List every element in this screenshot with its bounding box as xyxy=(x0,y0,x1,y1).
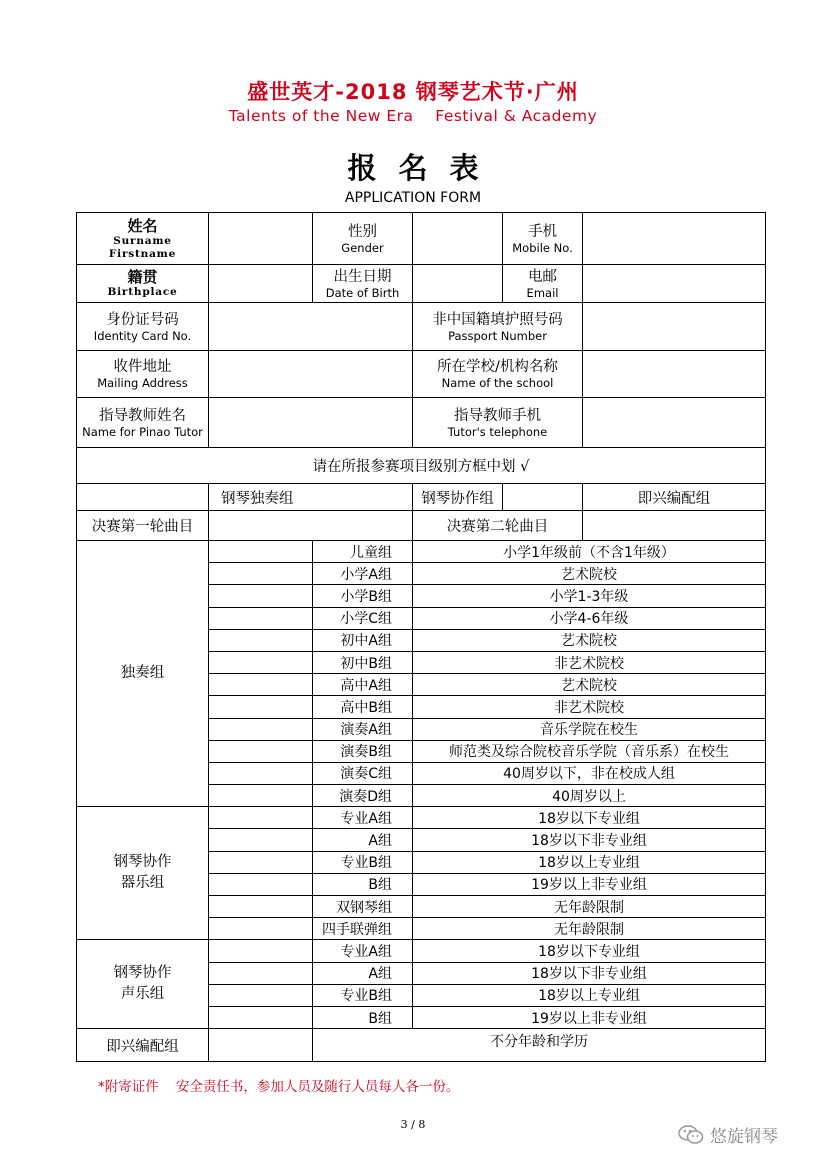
category-checkbox[interactable] xyxy=(209,940,313,962)
category-group-name: 演奏A组 xyxy=(313,718,413,740)
category-group-name: 专业B组 xyxy=(313,984,413,1006)
category-description: 18岁以下专业组 xyxy=(413,940,766,962)
label-dob: 出生日期 Date of Birth xyxy=(313,265,413,303)
wechat-icon xyxy=(678,1124,704,1146)
label-email: 电邮 Email xyxy=(503,265,583,303)
category-description: 40周岁以上 xyxy=(413,785,766,807)
checkbox-solo-group[interactable] xyxy=(77,484,209,511)
category-vocal-label: 钢琴协作 声乐组 xyxy=(77,940,209,1029)
input-tutor-tel[interactable] xyxy=(583,398,766,448)
category-checkbox[interactable] xyxy=(209,718,313,740)
row-groups xyxy=(77,484,766,511)
category-checkbox[interactable] xyxy=(209,541,313,563)
label-mobile: 手机 Mobile No. xyxy=(503,213,583,265)
instruction-text: 请在所报参赛项目级别方框中划 √ xyxy=(77,448,766,484)
input-first-round[interactable] xyxy=(209,511,413,541)
category-description: 18岁以下非专业组 xyxy=(413,829,766,851)
category-group-name: 专业A组 xyxy=(313,807,413,829)
category-group-name: 小学A组 xyxy=(313,563,413,585)
category-description: 音乐学院在校生 xyxy=(413,718,766,740)
category-checkbox[interactable] xyxy=(209,962,313,984)
category-group-name: 双钢琴组 xyxy=(313,896,413,918)
form-title: 报名表 xyxy=(347,151,501,185)
category-instrumental-label: 钢琴协作 器乐组 xyxy=(77,807,209,940)
category-description: 艺术院校 xyxy=(413,674,766,696)
attachment-note: *附寄证件 安全责任书，参加人员及随行人员每人各一份。 xyxy=(98,1079,460,1095)
label-passport: 非中国籍填护照号码 Passport Number xyxy=(413,303,583,351)
category-row xyxy=(77,541,766,563)
category-group-name: 儿童组 xyxy=(313,541,413,563)
input-passport[interactable] xyxy=(583,303,766,351)
checkbox-collab-group[interactable] xyxy=(503,484,583,511)
watermark-text: 悠旋钢琴 xyxy=(710,1127,778,1147)
category-solo-label: 独奏组 xyxy=(77,541,209,807)
category-group-name: 演奏B组 xyxy=(313,740,413,762)
category-description: 18岁以上专业组 xyxy=(413,984,766,1006)
category-checkbox[interactable] xyxy=(209,807,313,829)
category-group-name: 高中A组 xyxy=(313,674,413,696)
category-row xyxy=(77,940,766,962)
category-group-name: 演奏D组 xyxy=(313,785,413,807)
form-subtitle: APPLICATION FORM xyxy=(344,190,482,206)
input-gender[interactable] xyxy=(413,213,503,265)
row-rounds xyxy=(77,511,766,541)
category-checkbox[interactable] xyxy=(209,851,313,873)
category-group-name: 小学C组 xyxy=(313,607,413,629)
festival-title-cn: 盛世英才-2018 钢琴艺术节·广州 xyxy=(247,80,579,104)
category-group-name: 四手联弹组 xyxy=(313,918,413,940)
category-group-name: 专业A组 xyxy=(313,940,413,962)
label-school: 所在学校/机构名称 Name of the school xyxy=(413,351,583,398)
category-checkbox[interactable] xyxy=(209,896,313,918)
category-checkbox[interactable] xyxy=(209,740,313,762)
input-tutor[interactable] xyxy=(209,398,413,448)
row-id xyxy=(77,303,766,351)
category-checkbox[interactable] xyxy=(209,585,313,607)
category-description: 无年龄限制 xyxy=(413,918,766,940)
festival-title-en: Talents of the New Era Festival & Academy xyxy=(228,107,598,125)
input-surname[interactable] xyxy=(209,213,313,265)
category-description: 师范类及综合院校音乐学院（音乐系）在校生 xyxy=(413,740,766,762)
category-checkbox[interactable] xyxy=(209,651,313,673)
row-birthplace xyxy=(77,265,766,303)
category-group-name: B组 xyxy=(313,873,413,895)
label-improv-group: 即兴编配组 xyxy=(583,484,766,511)
label-solo-group: 钢琴独奏组 xyxy=(209,484,413,511)
category-description: 18岁以下专业组 xyxy=(413,807,766,829)
label-tutor: 指导教师姓名 Name for Pinao Tutor xyxy=(77,398,209,448)
row-address xyxy=(77,351,766,398)
label-surname: 姓名 Surname Firstname xyxy=(77,213,209,265)
row-name xyxy=(77,213,766,265)
input-school[interactable] xyxy=(583,351,766,398)
category-checkbox[interactable] xyxy=(209,674,313,696)
row-improv xyxy=(77,1029,766,1062)
category-improv-checkbox[interactable] xyxy=(209,1029,313,1062)
label-address: 收件地址 Mailing Address xyxy=(77,351,209,398)
label-id-card: 身份证号码 Identity Card No. xyxy=(77,303,209,351)
category-group-name: A组 xyxy=(313,962,413,984)
category-description: 18岁以下非专业组 xyxy=(413,962,766,984)
category-description: 小学4-6年级 xyxy=(413,607,766,629)
category-description: 40周岁以下，非在校成人组 xyxy=(413,762,766,784)
input-id-card[interactable] xyxy=(209,303,413,351)
category-description: 艺术院校 xyxy=(413,629,766,651)
input-dob[interactable] xyxy=(413,265,503,303)
category-checkbox[interactable] xyxy=(209,696,313,718)
category-group-name: 演奏C组 xyxy=(313,762,413,784)
category-description: 非艺术院校 xyxy=(413,696,766,718)
category-checkbox[interactable] xyxy=(209,785,313,807)
row-tutor xyxy=(77,398,766,448)
category-description: 小学1-3年级 xyxy=(413,585,766,607)
input-mobile[interactable] xyxy=(583,213,766,265)
category-row xyxy=(77,807,766,829)
category-checkbox[interactable] xyxy=(209,1006,313,1028)
category-description: 19岁以上非专业组 xyxy=(413,873,766,895)
category-description: 小学1年级前（不含1年级） xyxy=(413,541,766,563)
input-birthplace[interactable] xyxy=(209,265,313,303)
category-description: 18岁以上专业组 xyxy=(413,851,766,873)
category-group-name: 小学B组 xyxy=(313,585,413,607)
category-group-name: 初中B组 xyxy=(313,651,413,673)
category-improv-description: 不分年龄和学历 xyxy=(313,1029,766,1062)
category-checkbox[interactable] xyxy=(209,629,313,651)
page-number: 3 / 8 xyxy=(400,1118,426,1131)
category-checkbox[interactable] xyxy=(209,563,313,585)
category-group-name: 初中A组 xyxy=(313,629,413,651)
label-first-round: 决赛第一轮曲目 xyxy=(77,511,209,541)
category-description: 19岁以上非专业组 xyxy=(413,1006,766,1028)
input-email[interactable] xyxy=(583,265,766,303)
category-group-name: 专业B组 xyxy=(313,851,413,873)
category-checkbox[interactable] xyxy=(209,984,313,1006)
category-checkbox[interactable] xyxy=(209,762,313,784)
label-tutor-tel: 指导教师手机 Tutor's telephone xyxy=(413,398,583,448)
category-improv-label: 即兴编配组 xyxy=(77,1029,209,1062)
category-group-name: B组 xyxy=(313,1006,413,1028)
category-group-name: A组 xyxy=(313,829,413,851)
category-group-name: 高中B组 xyxy=(313,696,413,718)
row-instruction xyxy=(77,448,766,484)
category-checkbox[interactable] xyxy=(209,873,313,895)
label-collab-group: 钢琴协作组 xyxy=(413,484,503,511)
category-description: 非艺术院校 xyxy=(413,651,766,673)
category-checkbox[interactable] xyxy=(209,829,313,851)
watermark xyxy=(678,1122,778,1147)
category-description: 艺术院校 xyxy=(413,563,766,585)
category-checkbox[interactable] xyxy=(209,918,313,940)
input-address[interactable] xyxy=(209,351,413,398)
label-birthplace: 籍贯 Birthplace xyxy=(77,265,209,303)
label-gender: 性别 Gender xyxy=(313,213,413,265)
category-description: 无年龄限制 xyxy=(413,896,766,918)
category-checkbox[interactable] xyxy=(209,607,313,629)
application-form-table xyxy=(76,212,766,1062)
input-second-round[interactable] xyxy=(583,511,766,541)
label-second-round: 决赛第二轮曲目 xyxy=(413,511,583,541)
